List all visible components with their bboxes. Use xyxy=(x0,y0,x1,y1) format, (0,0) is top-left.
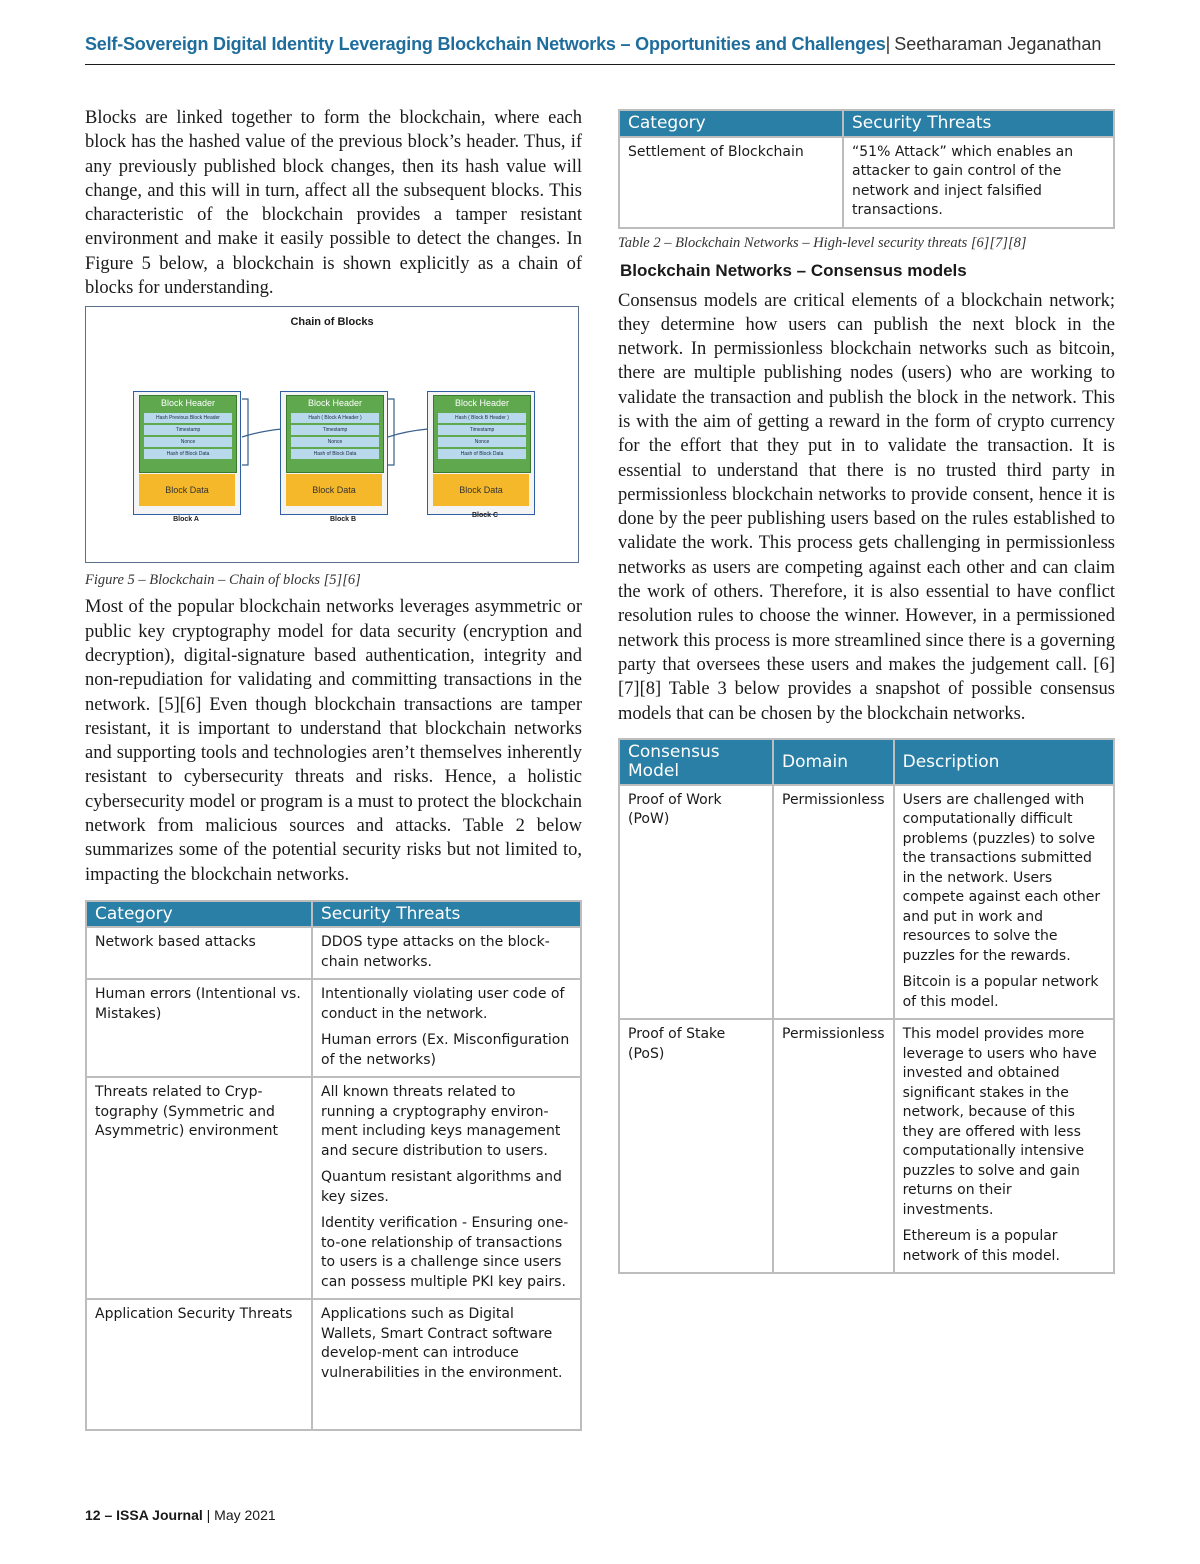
consensus-models-table xyxy=(618,738,1115,1275)
domain-cell: Permissionless xyxy=(774,786,893,1019)
description-item: Ethereum is a popular network of this model. xyxy=(902,1228,1060,1264)
col-category: Category xyxy=(620,111,842,136)
threat-item: Identity verification - Ensuring one-to-one relationship of transactions to users is a challenge since users can possess multiple PKI key pairs. xyxy=(321,1215,569,1290)
col-security-threats: Security Threats xyxy=(844,111,1113,136)
col-security-threats: Security Threats xyxy=(313,902,580,927)
block-c xyxy=(427,391,535,515)
block-header xyxy=(139,395,237,473)
security-threats-table xyxy=(85,900,582,1432)
block-a xyxy=(133,391,241,515)
block-header xyxy=(433,395,531,473)
threats-cell xyxy=(313,1300,580,1429)
description-item: This model provides more leverage to users who have invested and obtained significant stakes in the network, because of this they are offered with less computationally intensive puzzles to solve and gain returns on their investments. xyxy=(902,1026,1097,1218)
model-cell: Proof of Stake (PoS) xyxy=(620,1020,772,1272)
nonce-row: Nonce xyxy=(291,437,379,447)
col-category: Category xyxy=(87,902,311,927)
left-column xyxy=(85,106,582,1431)
description-item: Users are challenged with computationally difficult problems (puzzles) to solve the transactions submitted in the network. Users compete against each other and put in work and resources to solve the puzzles for the rewards. xyxy=(902,791,1101,964)
table-row xyxy=(87,1300,580,1429)
threats-cell xyxy=(844,138,1113,227)
block-data: Block Data xyxy=(139,474,235,506)
table-row xyxy=(620,1020,1113,1272)
table-header-row xyxy=(620,740,1113,784)
category-cell: Threats related to Cryp-tography (Symmetric and Asymmetric) environment xyxy=(87,1078,311,1298)
category-cell: Application Security Threats xyxy=(87,1300,311,1429)
table-header-row xyxy=(87,902,580,927)
block-a-label: Block A xyxy=(173,516,199,524)
header-separator: | xyxy=(885,34,891,54)
col-description: Description xyxy=(895,740,1113,784)
table-row xyxy=(87,980,580,1076)
footer-separator: | xyxy=(206,1507,215,1523)
security-threats-table-continued xyxy=(618,109,1115,229)
description-cell xyxy=(895,786,1113,1019)
consensus-paragraph: Consensus models are critical elements of a blockchain network; they determine how users can publish the next block in the network. In permissionless blockchain networks such as bitcoin, there are multiple publishing nodes (users) who are working to validate the transaction and publish the block in the network. This is with the aim of getting a reward in the form of crypto currency for the effort that they put in to validate the transaction. It is essential to understand that there is no trusted third party in permissionless blockchain networks to provide consent, hence it is done by the peer publishing users based on the rules established to validate the work. This process gets challenging in permissionless networks as users are competing against each other and can claim the work of others. Therefore, it is also essential to have conflict resolution rules to choose the winner. However, in a permissioned network this process is more streamlined since there is a governing party that oversees these users and makes the judgement call. [6][7][8] Table 3 below provides a snapshot of possible consensus models that can be chosen by the blockchain networks. xyxy=(618,290,1115,724)
nonce-row: Nonce xyxy=(144,437,232,447)
category-cell: Network based attacks xyxy=(87,928,311,978)
footer-page: 12 – ISSA Journal xyxy=(85,1507,203,1523)
threat-item: Intentionally violating user code of conduct in the network. xyxy=(321,986,565,1022)
table-caption: Table 2 – Blockchain Networks – High-level security threats [6][7][8] xyxy=(618,234,1027,251)
data-hash-row: Hash of Block Data xyxy=(291,449,379,459)
domain-cell: Permissionless xyxy=(774,1020,893,1272)
threat-item: Applications such as Digital Wallets, Smart Contract software develop-ment can introduce vulnerabilities in the environment. xyxy=(321,1306,563,1381)
security-paragraph: Most of the popular blockchain networks leverages asymmetric or public key cryptography model for data security (encryption and decryption), digital-signature based authentication, integrity and non-repudiation for validating and committing transactions in the network. [5][6] Even though blockchain transactions are tamper resistant, it is important to understand that blockchain networks and supporting tools and technologies aren’t themselves inherently resistant to cybersecurity threats and risks. Hence, a holistic cybersecurity model or program is a must to protect the blockchain network from malicious sources and attacks. Table 2 below summarizes some of the potential security risks but not limited to, impacting the blockchain networks. xyxy=(85,597,582,885)
threats-cell xyxy=(313,980,580,1076)
threats-cell xyxy=(313,928,580,978)
col-domain: Domain xyxy=(774,740,893,784)
threat-item: “51% Attack” which enables an attacker to gain control of the network and inject falsified transactions. xyxy=(852,143,1074,218)
hash-row: Hash ( Block A Header ) xyxy=(291,413,379,423)
table-header-row xyxy=(620,111,1113,136)
table-row xyxy=(620,138,1113,227)
threat-item: All known threats related to running a cryptography environ-ment including keys management and secure distribution to users. xyxy=(321,1084,561,1159)
running-header xyxy=(85,34,1115,65)
link-bracket-a xyxy=(242,399,248,465)
threats-cell xyxy=(313,1078,580,1298)
figure-caption: Figure 5 – Blockchain – Chain of blocks [5][6] xyxy=(85,572,361,589)
page-footer xyxy=(85,1507,276,1523)
block-b xyxy=(280,391,388,515)
block-header xyxy=(286,395,384,473)
threat-item: Human errors (Ex. Misconfiguration of the networks) xyxy=(321,1032,570,1068)
block-data: Block Data xyxy=(286,474,382,506)
link-bracket-b xyxy=(388,399,394,465)
timestamp-row: Timestamp xyxy=(291,425,379,435)
header-author: Seetharaman Jeganathan xyxy=(894,34,1102,54)
category-cell: Settlement of Blockchain xyxy=(620,138,842,227)
hash-row: Hash Previous Block Header xyxy=(144,413,232,423)
timestamp-row: Timestamp xyxy=(144,425,232,435)
block-b-label: Block B xyxy=(329,516,357,524)
nonce-row: Nonce xyxy=(438,437,526,447)
threat-item: DDOS type attacks on the block-chain networks. xyxy=(321,934,550,970)
threat-item: Quantum resistant algorithms and key sizes. xyxy=(321,1169,562,1205)
data-hash-row: Hash of Block Data xyxy=(438,449,526,459)
hash-row: Hash ( Block B Header ) xyxy=(438,413,526,423)
table-row xyxy=(87,928,580,978)
block-header-label: Block Header xyxy=(307,398,363,409)
figure-title: Chain of Blocks xyxy=(290,316,374,329)
model-cell: Proof of Work (PoW) xyxy=(620,786,772,1019)
description-item: Bitcoin is a popular network of this model. xyxy=(902,974,1099,1010)
block-data: Block Data xyxy=(433,474,529,506)
table-row xyxy=(620,786,1113,1019)
col-consensus-model: Consensus Model xyxy=(620,740,772,784)
section-heading: Blockchain Networks – Consensus models xyxy=(620,260,967,280)
header-title: Self-Sovereign Digital Identity Leveraging Blockchain Networks – Opportunities and Challenges xyxy=(85,34,886,54)
intro-paragraph: Blocks are linked together to form the blockchain, where each block has the hashed value of the previous block’s header. Thus, if any previously published block changes, then its hash value will change, and this will in turn, affect all the subsequent blocks. This characteristic of the blockchain provides a tamper resistant environment and make it easily possible to detect the changes. In Figure 5 below, a blockchain is shown explicitly as a chain of blocks for understanding. xyxy=(85,108,582,299)
block-header-label: Block Header xyxy=(160,398,216,409)
right-column xyxy=(618,109,1115,1274)
footer-date: May 2021 xyxy=(214,1507,276,1523)
timestamp-row: Timestamp xyxy=(438,425,526,435)
block-c-label: Block C xyxy=(471,512,499,520)
data-hash-row: Hash of Block Data xyxy=(144,449,232,459)
table-row xyxy=(87,1078,580,1298)
category-cell: Human errors (Intentional vs. Mistakes) xyxy=(87,980,311,1076)
chain-of-blocks-figure xyxy=(85,306,579,563)
description-cell xyxy=(895,1020,1113,1272)
block-header-label: Block Header xyxy=(454,398,510,409)
